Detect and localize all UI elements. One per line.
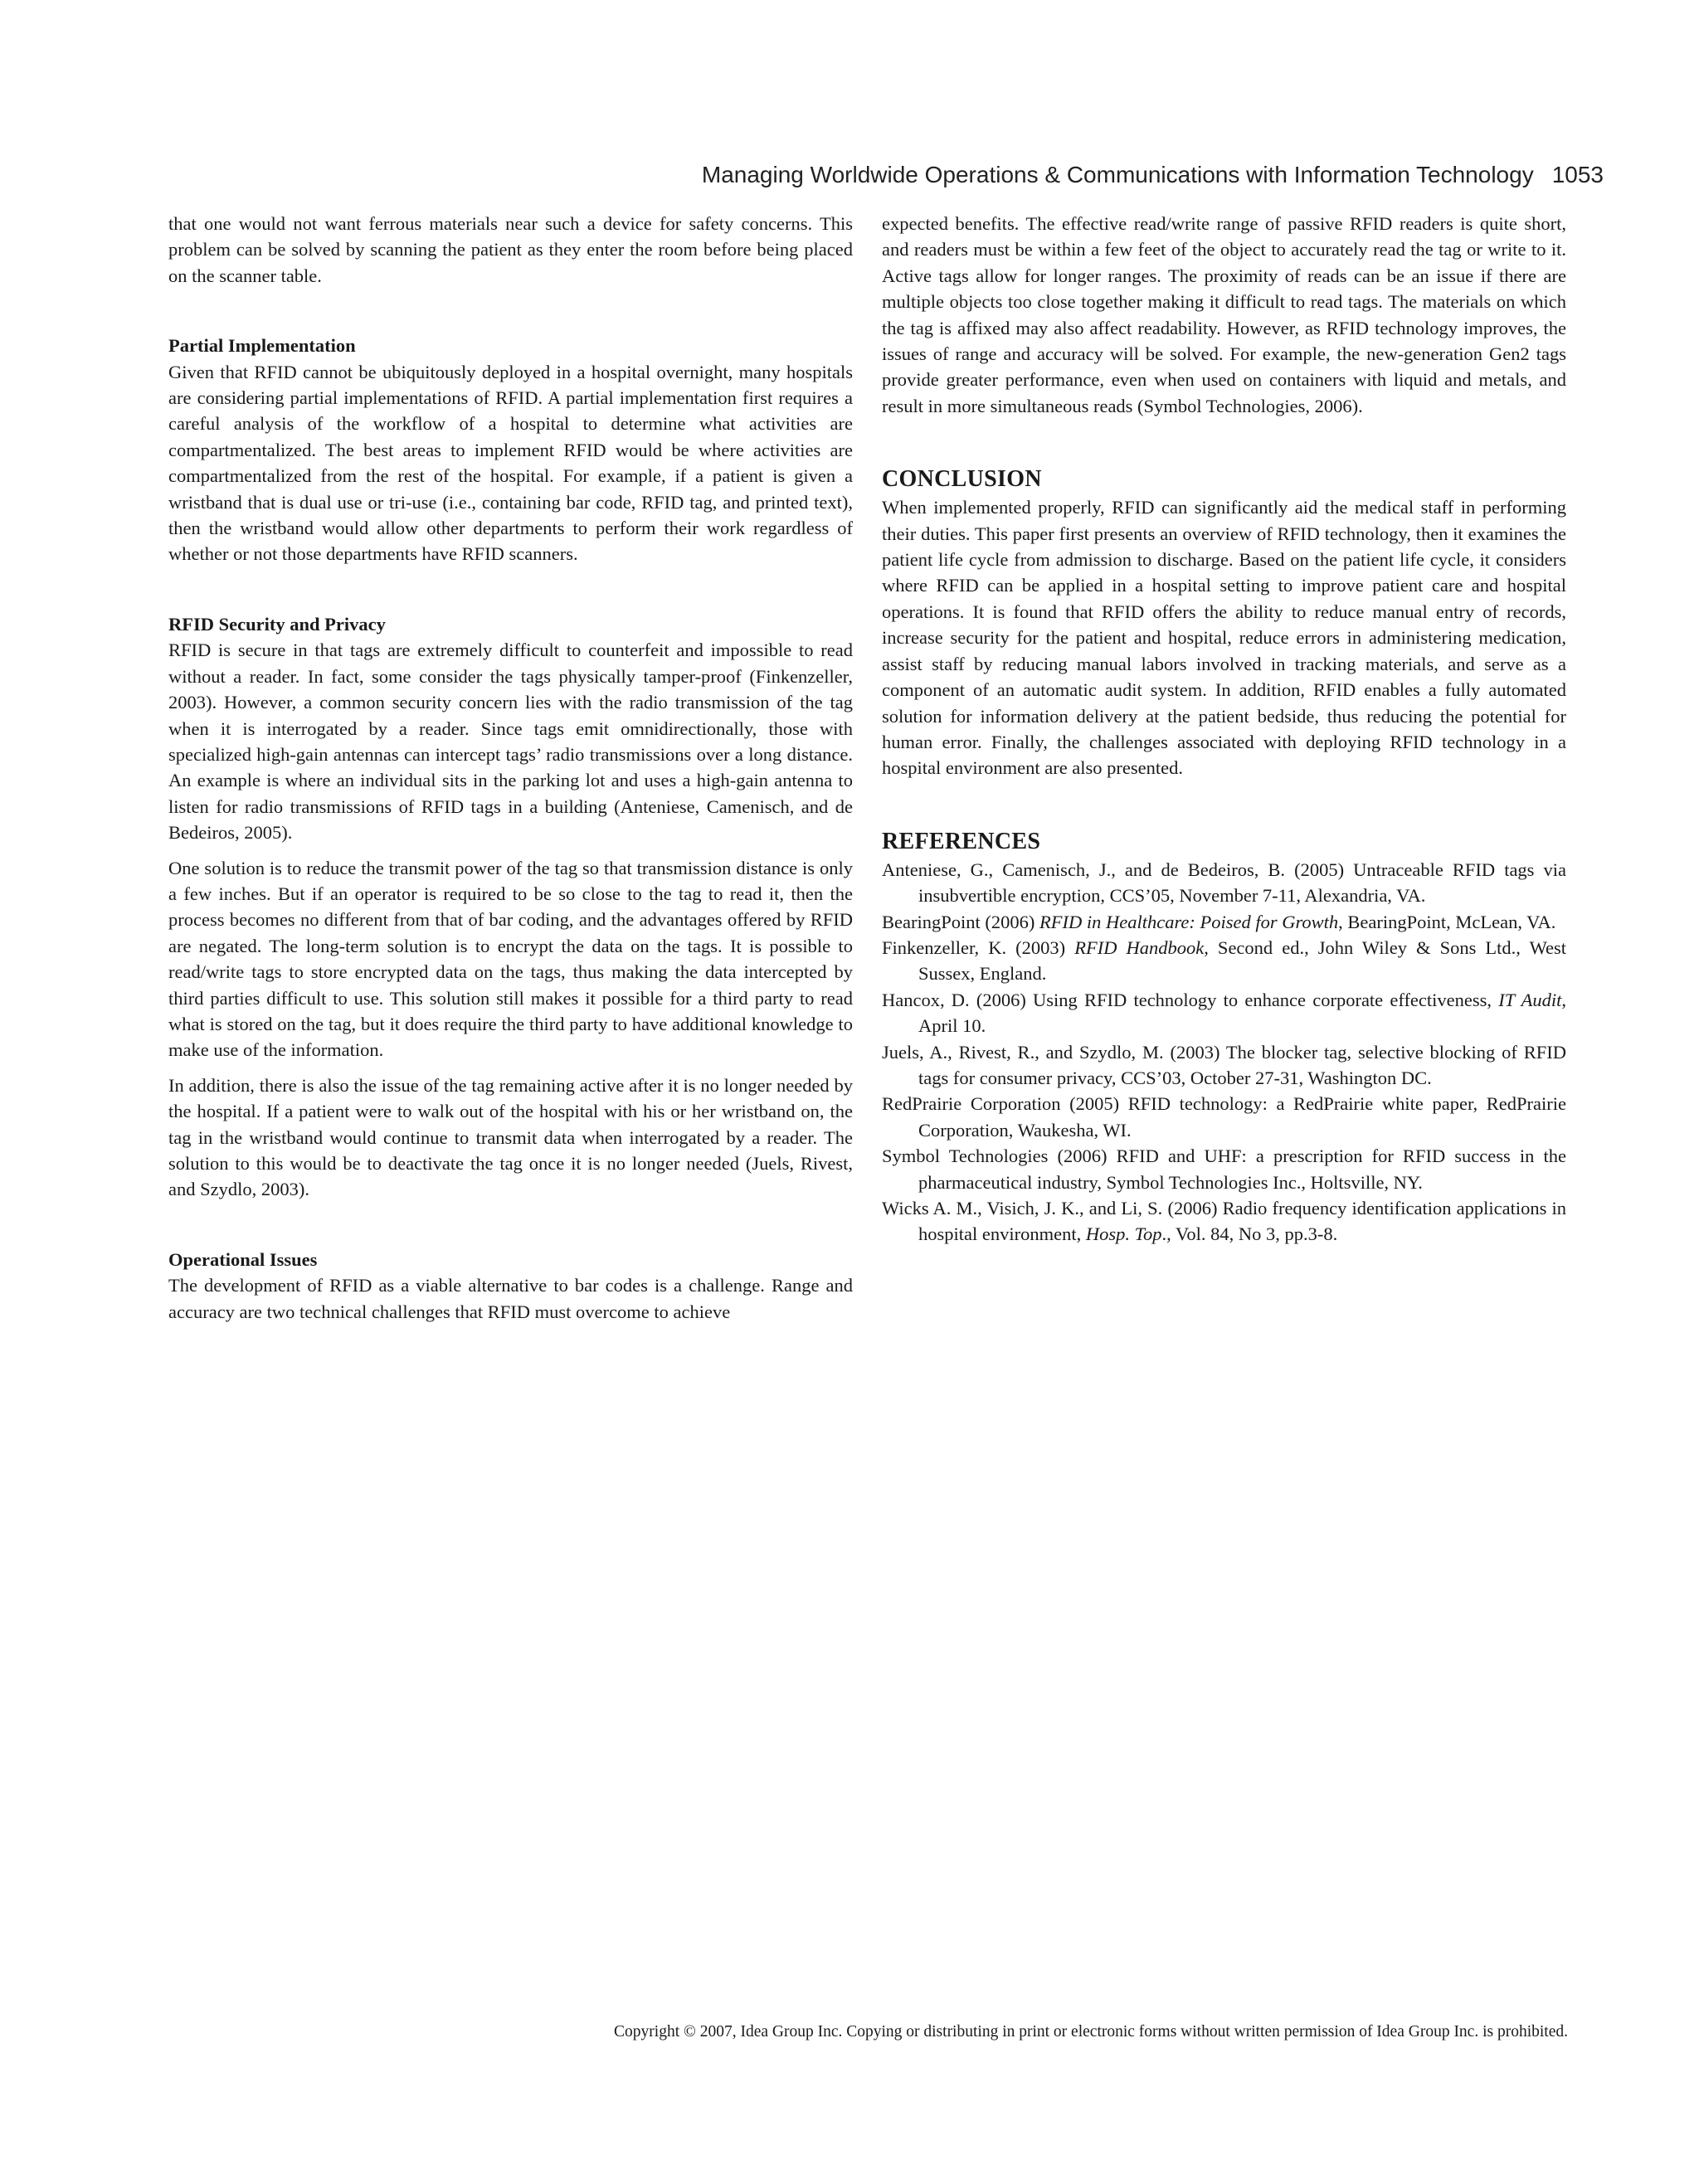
- security-paragraph-3: In addition, there is also the issue of the tag remaining active after it is no longer needed by the hospital. If a patient were to walk out of the hospital with his or her wristband on, the tag in the wristband would continue to transmit data when interrogated by a reader. The solution to this would be to deactivate the tag once it is no longer needed (Juels, Rivest, and Szydlo, 2003).: [168, 1074, 853, 1200]
- reference-title: RFID in Healthcare: Poised for Growth: [1039, 911, 1339, 932]
- references-heading: REFERENCES: [882, 828, 1041, 854]
- running-header-title: Managing Worldwide Operations & Communications with Information Technology: [701, 162, 1534, 187]
- continued-paragraph: expected benefits. The effective read/write range of passive RFID readers is quite short, and readers must be within a few feet of the object to accurately read the tag or write to it. Active tags allow for longer ranges. The proximity of reads can be an issue if there are multiple objects too close together making it difficult to read tags. The materials on which the tag is affixed may also affect readability. However, as RFID technology improves, the issues of range and accuracy will be solved. For example, the new-generation Gen2 tags provide greater performance, even when used on containers with liquid and metals, and result in more simultaneous reads (Symbol Technologies, 2006).: [882, 213, 1566, 416]
- reference-list: [882, 857, 1566, 1248]
- reference-item: Juels, A., Rivest, R., and Szydlo, M. (2003) The blocker tag, selective blocking of RFID tags for consumer privacy, CCS’03, October 27-31, Washington DC.: [882, 1041, 1566, 1088]
- right-column: [882, 211, 1566, 1248]
- reference-item: Hancox, D. (2006) Using RFID technology to enhance corporate effectiveness, IT Audit, April 10.: [882, 989, 1566, 1037]
- page-number: 1053: [1551, 162, 1604, 187]
- security-paragraph-2: One solution is to reduce the transmit power of the tag so that transmission distance is only a few inches. But if an operator is required to be so close to the tag to read it, then the process becomes no different from that of bar coding, and the advantages offered by RFID are negated. The long-term solution is to encrypt the data on the tags. It is possible to read/write tags to store encrypted data on the tags, thus making the data intercepted by third parties difficult to use. This solution still makes it possible for a third party to read what is stored on the tag, but it does require the third party to have additional knowledge to make use of the information.: [168, 857, 853, 1061]
- operational-issues-paragraph: The development of RFID as a viable alternative to bar codes is a challenge. Range and accuracy are two technical challenges that RFID must overcome to achieve: [168, 1275, 853, 1322]
- security-paragraph-1: RFID is secure in that tags are extremely difficult to counterfeit and impossible to read without a reader. In fact, some consider the tags physically tamper-proof (Finkenzeller, 2003). However, a common security concern lies with the radio transmission of the tag when it is interrogated by a reader. Since tags emit omnidirectionally, those with specialized high-gain antennas can intercept tags’ radio transmissions over a long distance. An example is where an individual sits in the parking lot and uses a high-gain antenna to listen for radio transmissions of RFID tags in a building (Anteniese, Camenisch, and de Bedeiros, 2005).: [168, 640, 853, 844]
- conclusion-heading: CONCLUSION: [882, 466, 1042, 493]
- partial-implementation-paragraph: Given that RFID cannot be ubiquitously deployed in a hospital overnight, many hospitals are considering partial implementations of RFID. A partial implementation first requires a careful analysis of the workflow of a hospital to determine what activities are compartmentalized. The best areas to implement RFID would be where activities are compartmentalized from the rest of the hospital. For example, if a patient is given a wristband that is dual use or tri-use (i.e., containing bar code, RFID tag, and printed text), then the wristband would allow other departments to perform their work regardless of whether or not those departments have RFID scanners.: [168, 361, 853, 565]
- reference-item: BearingPoint (2006) RFID in Healthcare: Poised for Growth, BearingPoint, McLean, VA.: [882, 911, 1556, 932]
- operational-issues-heading: Operational Issues: [168, 1248, 318, 1270]
- intro-paragraph: that one would not want ferrous materials near such a device for safety concerns. This problem can be solved by scanning the patient as they enter the room before being placed on the scanner table.: [168, 213, 853, 286]
- reference-title: RFID Handbook: [1074, 936, 1205, 958]
- security-privacy-heading: RFID Security and Privacy: [168, 613, 386, 635]
- reference-item: Finkenzeller, K. (2003) RFID Handbook, Second ed., John Wiley & Sons Ltd., West Sussex, England.: [882, 936, 1567, 985]
- partial-implementation-heading: Partial Implementation: [168, 335, 356, 357]
- reference-title: Hosp. Top: [1085, 1223, 1162, 1245]
- reference-title: IT Audit: [1498, 989, 1562, 1010]
- conclusion-paragraph: When implemented properly, RFID can significantly aid the medical staff in performing their duties. This paper first presents an overview of RFID technology, then it examines the patient life cycle from admission to discharge. Based on the patient life cycle, it considers where RFID can be applied in a hospital setting to improve patient care and hospital operations. It is found that RFID offers the ability to reduce manual entry of records, increase security for the patient and hospital, reduce errors in administering medication, assist staff by reducing manual labors involved in tracking materials, and serve as a component of an automatic audit system. In addition, RFID enables a fully automated solution for information delivery at the patient bedside, thus reducing the potential for human error. Finally, the challenges associated with deploying RFID technology in a hospital environment are also presented.: [882, 497, 1566, 779]
- reference-item: Wicks A. M., Visich, J. K., and Li, S. (2006) Radio frequency identification applications in hospital environment, Hosp. Top., Vol. 84, No 3, pp.3-8.: [882, 1198, 1566, 1245]
- reference-item: Symbol Technologies (2006) RFID and UHF: a prescription for RFID success in the pharmaceutical industry, Symbol Technologies Inc., Holtsville, NY.: [882, 1146, 1566, 1193]
- reference-item: Anteniese, G., Camenisch, J., and de Bedeiros, B. (2005) Untraceable RFID tags via insubvertible encryption, CCS’05, November 7-11, Alexandria, VA.: [882, 859, 1566, 907]
- left-column: [168, 211, 853, 1325]
- reference-item: RedPrairie Corporation (2005) RFID technology: a RedPrairie white paper, RedPrairie Corporation, Waukesha, WI.: [882, 1093, 1566, 1141]
- copyright-footer: Copyright © 2007, Idea Group Inc. Copying or distributing in print or electronic forms without written permission of Idea Group Inc. is prohibited.: [614, 2023, 1568, 2041]
- running-header: [166, 160, 1604, 190]
